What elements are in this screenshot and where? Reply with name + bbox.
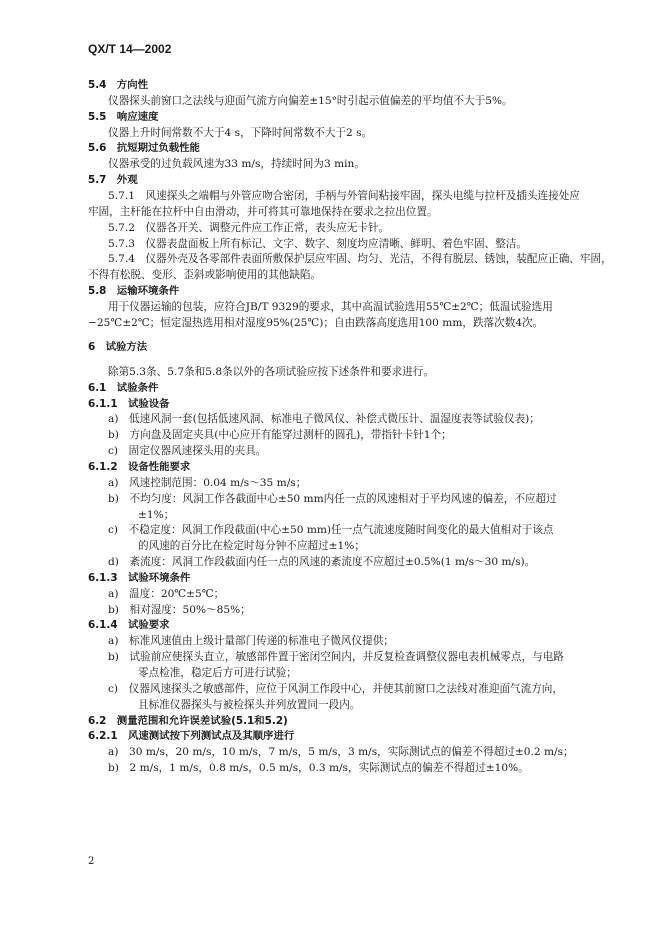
- section-heading: 6.1.3 试验环境条件: [88, 571, 191, 584]
- body-text-line: 不得有松脱、变形、歪斜或影响使用的其他缺陷。: [88, 269, 322, 282]
- section-heading: 5.8 运输环境条件: [88, 285, 180, 298]
- section-heading: 6.1.4 试验要求: [88, 619, 170, 632]
- body-text-line: b) 试验前应使探头直立，敏感部件置于密闭空间内，并反复检查调整仪器电表机械零点，与电路: [108, 651, 564, 664]
- body-text-line: 5.7.3 仪器表盘面板上所有标记、文字、数字、刻度均应清晰、鲜明、着色牢固、整洁。: [108, 237, 527, 250]
- body-text-line: a) 30 m/s，20 m/s，10 m/s，7 m/s，5 m/s，3 m/s，实际测试点的偏差不得超过±0.2 m/s；: [108, 746, 574, 759]
- body-text-line: 5.7.4 仪器外壳及各零部件表面所敷保护层应牢固、均匀、光洁，不得有脱层、锈蚀，装配应正确、牢固，: [108, 253, 612, 266]
- body-text-line: 且标准仪器探头与被检探头并列放置同一段内。: [138, 698, 361, 711]
- section-heading: 5.4 方向性: [88, 79, 148, 91]
- section-heading: 6.2 测量范围和允许误差试验(5.1和5.2): [88, 714, 288, 727]
- body-text-line: 的风速的百分比在检定时每分钟不应超过±1%；: [138, 540, 365, 553]
- body-text-line: c) 不稳定度：风洞工作段截面(中心±50 mm)任一点气流速度随时间变化的最大值相对于该点: [108, 524, 554, 537]
- body-text-line: c) 仪器风速探头之敏感部件，应位于风洞工作段中心，并使其前窗口之法线对准迎面气流方向，: [108, 682, 563, 695]
- body-text-line: 5.7.1 风速探头之端帽与外管应吻合密闭，手柄与外管间粘接牢固，探头电缆与拉杆及插头连接处应: [108, 189, 580, 202]
- section-heading: 5.7 外观: [88, 174, 138, 187]
- body-text-line: 仪器承受的过负载风速为33 m/s，持续时间为3 min。: [108, 158, 365, 171]
- document-header: QX/T 14—2002: [88, 42, 172, 56]
- body-text-line: b) 不均匀度：风洞工作各截面中心±50 mm内任一点的风速相对于平均风速的偏差，不应超过: [108, 492, 557, 505]
- body-text-line: 仪器探头前窗口之法线与迎面气流方向偏差±15°时引起示值偏差的平均值不大于5%。: [108, 94, 513, 107]
- body-text-line: ±1%；: [138, 508, 175, 521]
- body-text-line: b) 2 m/s，1 m/s，0.8 m/s，0.5 m/s，0.3 m/s，实际测试点的偏差不得超过±10%。: [108, 762, 529, 775]
- body-text-line: d) 紊流度：风洞工作段截面内任一点的风速的紊流度不应超过±0.5%(1 m/s～30 m/s)。: [108, 556, 536, 569]
- section-heading: 6 试验方法: [88, 341, 148, 354]
- body-text-line: −25℃±2℃；恒定湿热选用相对湿度95%(25℃)；自由跌落高度选用100 mm，跌落次数4次。: [88, 316, 544, 329]
- section-heading: 6.2.1 风速测试按下列测试点及其顺序进行: [88, 730, 295, 743]
- section-heading: 5.6 抗短期过负载性能: [88, 142, 200, 155]
- section-heading: 6.1 试验条件: [88, 381, 159, 394]
- body-text-line: 零点检准，稳定后方可进行试验；: [138, 667, 297, 680]
- body-text-line: c) 固定仪器风速探头用的夹具。: [108, 445, 267, 458]
- body-text-line: 仪器上升时间常数不大于4 s，下降时间常数不大于2 s。: [108, 126, 373, 139]
- body-text-line: 用于仪器运输的包装，应符合JB/T 9329的要求，其中高温试验选用55℃±2℃；低温试验选用: [108, 300, 553, 313]
- body-text-line: a) 风速控制范围：0.04 m/s～35 m/s；: [108, 476, 307, 489]
- section-heading: 6.1.2 设备性能要求: [88, 460, 191, 473]
- body-text-line: b) 方向盘及固定夹具(中心应开有能穿过测杆的圆孔)，带指针卡针1个；: [108, 429, 452, 442]
- body-text-line: a) 标准风速值由上级计量部门传递的标准电子微风仪提供；: [108, 635, 394, 648]
- body-text-line: 除第5.3条、5.7条和5.8条以外的各项试验应按下述条件和要求进行。: [108, 365, 434, 378]
- body-text-line: 5.7.2 仪器各开关、调整元件应工作正常，表头应无卡针。: [108, 221, 390, 234]
- body-text-line: a) 低速风洞一套(包括低速风洞、标准电子微风仪、补偿式微压计、温湿度表等试验仪表)；: [108, 413, 540, 426]
- section-heading: 5.5 响应速度: [88, 110, 159, 123]
- body-text-line: 牢固，主杆能在拉杆中自由滑动，并可将其可靠地保持在要求之拉出位置。: [88, 205, 438, 218]
- page-number: 2: [88, 856, 95, 867]
- section-heading: 6.1.1 试验设备: [88, 397, 170, 410]
- body-text-line: b) 相对湿度：50%～85%；: [108, 603, 251, 616]
- body-text-line: a) 温度：20℃±5℃；: [108, 587, 225, 600]
